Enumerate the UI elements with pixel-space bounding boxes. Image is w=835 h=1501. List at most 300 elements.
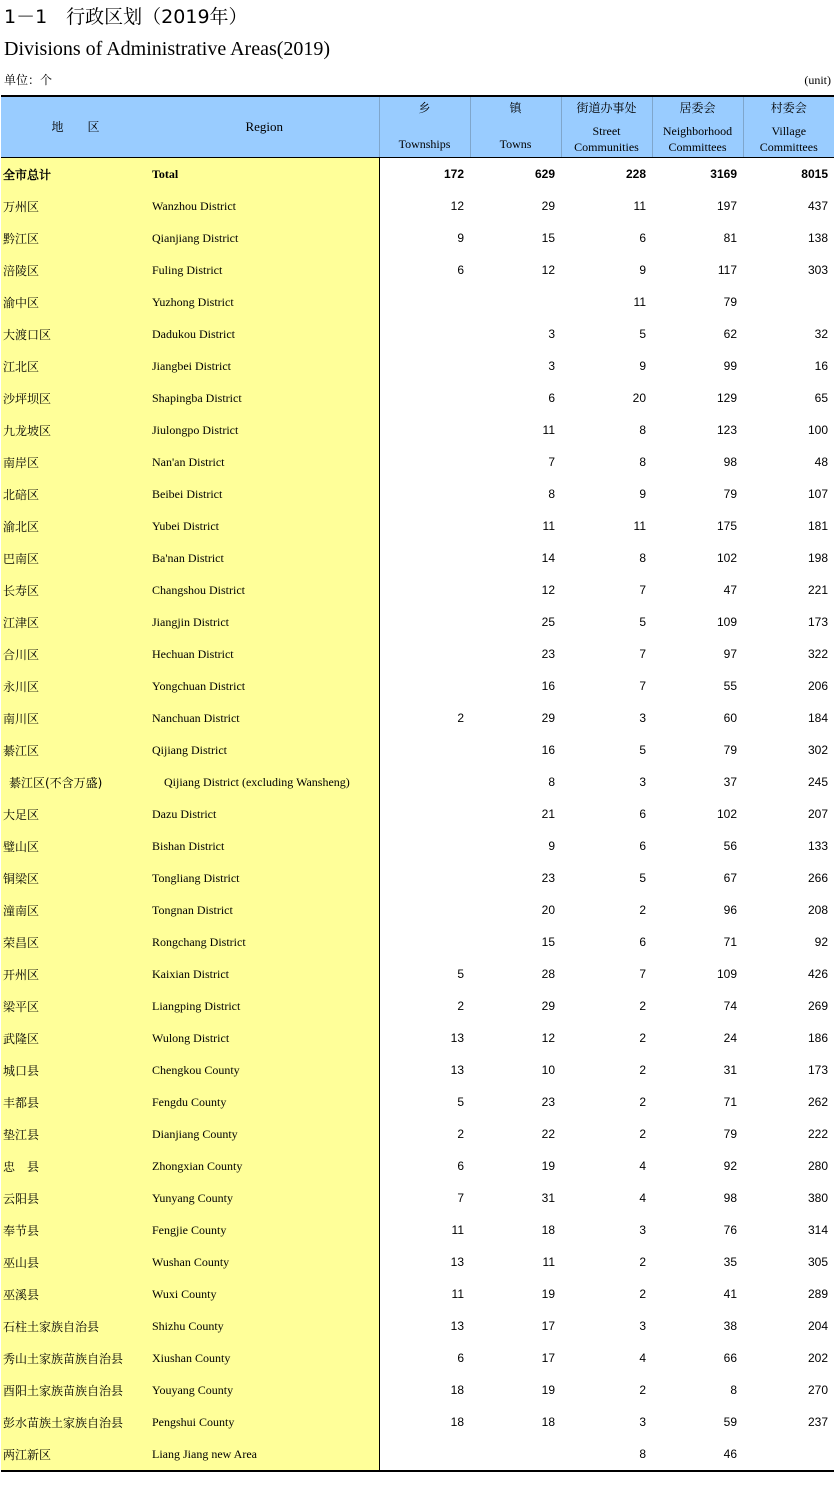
cell-neigh: 79 bbox=[723, 743, 737, 757]
cell-towns: 12 bbox=[541, 263, 555, 277]
region-name-cn: 綦江区(不含万盛) bbox=[1, 766, 150, 798]
cell-towns: 19 bbox=[541, 1287, 555, 1301]
cell-towns: 10 bbox=[541, 1063, 555, 1077]
cell-village: 16 bbox=[814, 359, 828, 373]
cell-towns: 29 bbox=[541, 999, 555, 1013]
region-name-cn: 全市总计 bbox=[1, 158, 150, 191]
cell-village: 262 bbox=[807, 1095, 828, 1109]
cell-village bbox=[743, 286, 834, 318]
cell-village: 269 bbox=[807, 999, 828, 1013]
cell-townships: 6 bbox=[379, 1342, 470, 1374]
cell-village: 8015 bbox=[801, 167, 828, 181]
cell-townships: 13 bbox=[379, 1310, 470, 1342]
cell-towns: 28 bbox=[541, 967, 555, 981]
cell-street: 4 bbox=[639, 1191, 646, 1205]
table-row bbox=[1, 1246, 834, 1278]
cell-towns: 31 bbox=[541, 1191, 555, 1205]
table-row bbox=[1, 286, 834, 318]
region-name-cn: 酉阳土家族苗族自治县 bbox=[1, 1374, 150, 1406]
table-row bbox=[1, 606, 834, 638]
cell-street: 4 bbox=[639, 1159, 646, 1173]
cell-village: 207 bbox=[807, 807, 828, 821]
region-name-cn: 彭水苗族土家族自治县 bbox=[1, 1406, 150, 1438]
cell-street: 11 bbox=[633, 295, 646, 309]
cell-street: 2 bbox=[639, 1383, 646, 1397]
cell-towns: 18 bbox=[541, 1223, 555, 1237]
cell-townships: 7 bbox=[379, 1182, 470, 1214]
cell-neigh: 129 bbox=[716, 391, 737, 405]
table-row bbox=[1, 318, 834, 350]
cell-townships: 6 bbox=[379, 254, 470, 286]
cell-street: 3 bbox=[639, 1319, 646, 1333]
cell-neigh: 66 bbox=[723, 1351, 737, 1365]
cell-neigh: 175 bbox=[716, 519, 737, 533]
header-neighborhood-cn: 居委会 bbox=[679, 101, 716, 115]
region-name-cn: 沙坪坝区 bbox=[1, 382, 150, 414]
header-townships-en: Townships bbox=[398, 137, 451, 151]
header-region-en-label: Region bbox=[245, 119, 284, 134]
cell-townships bbox=[379, 510, 470, 542]
cell-neigh: 31 bbox=[723, 1063, 737, 1077]
cell-street: 7 bbox=[639, 647, 646, 661]
region-name-cn: 璧山区 bbox=[1, 830, 150, 862]
table-row bbox=[1, 1118, 834, 1150]
cell-neigh: 74 bbox=[723, 999, 737, 1013]
cell-village: 206 bbox=[807, 679, 828, 693]
cell-village: 289 bbox=[807, 1287, 828, 1301]
cell-neigh: 98 bbox=[723, 455, 737, 469]
cell-townships bbox=[379, 670, 470, 702]
cell-neigh: 62 bbox=[723, 327, 737, 341]
cell-village: 314 bbox=[807, 1223, 828, 1237]
cell-village: 208 bbox=[807, 903, 828, 917]
table-row bbox=[1, 542, 834, 574]
cell-village: 305 bbox=[807, 1255, 828, 1269]
cell-neigh: 71 bbox=[723, 1095, 737, 1109]
cell-towns: 16 bbox=[541, 679, 555, 693]
cell-street: 2 bbox=[639, 1287, 646, 1301]
region-name-cn: 长寿区 bbox=[1, 574, 150, 606]
cell-street: 5 bbox=[639, 327, 646, 341]
region-name-cn: 潼南区 bbox=[1, 894, 150, 926]
table-row bbox=[1, 1406, 834, 1438]
region-name-cn: 万州区 bbox=[1, 190, 150, 222]
cell-townships bbox=[379, 478, 470, 510]
header-region-cn bbox=[1, 96, 150, 158]
region-name-cn: 渝北区 bbox=[1, 510, 150, 542]
cell-village: 133 bbox=[807, 839, 828, 853]
cell-neigh: 38 bbox=[723, 1319, 737, 1333]
region-name-cn: 巫山县 bbox=[1, 1246, 150, 1278]
header-street-en-2: Communities bbox=[574, 140, 639, 154]
header-village bbox=[743, 96, 834, 158]
table-row bbox=[1, 222, 834, 254]
region-name-en: Qianjiang District bbox=[150, 222, 379, 254]
table-row bbox=[1, 1278, 834, 1310]
table-row bbox=[1, 1214, 834, 1246]
cell-neigh: 81 bbox=[723, 231, 737, 245]
cell-townships: 12 bbox=[379, 190, 470, 222]
cell-street: 228 bbox=[625, 167, 646, 181]
region-name-en: Wuxi County bbox=[150, 1278, 379, 1310]
table-row bbox=[1, 446, 834, 478]
cell-townships: 5 bbox=[379, 958, 470, 990]
region-name-cn: 綦江区 bbox=[1, 734, 150, 766]
cell-towns: 21 bbox=[541, 807, 555, 821]
cell-townships bbox=[379, 734, 470, 766]
region-name-cn: 开州区 bbox=[1, 958, 150, 990]
cell-street: 5 bbox=[639, 743, 646, 757]
region-name-en: Rongchang District bbox=[150, 926, 379, 958]
cell-townships: 13 bbox=[379, 1246, 470, 1278]
cell-neigh: 8 bbox=[730, 1383, 737, 1397]
region-name-cn: 奉节县 bbox=[1, 1214, 150, 1246]
cell-village: 380 bbox=[807, 1191, 828, 1205]
cell-street: 3 bbox=[639, 711, 646, 725]
cell-townships bbox=[379, 862, 470, 894]
cell-street: 8 bbox=[561, 1438, 652, 1471]
cell-neigh: 109 bbox=[716, 615, 737, 629]
region-name-en: Bishan District bbox=[150, 830, 379, 862]
region-name-cn: 垫江县 bbox=[1, 1118, 150, 1150]
region-name-en: Dazu District bbox=[150, 798, 379, 830]
cell-street: 7 bbox=[639, 679, 646, 693]
cell-townships: 13 bbox=[379, 1054, 470, 1086]
cell-towns: 23 bbox=[541, 647, 555, 661]
cell-street: 2 bbox=[639, 1063, 646, 1077]
table-row bbox=[1, 254, 834, 286]
cell-neigh: 102 bbox=[716, 551, 737, 565]
cell-street: 6 bbox=[639, 839, 646, 853]
cell-neigh: 123 bbox=[716, 423, 737, 437]
cell-townships: 6 bbox=[379, 1150, 470, 1182]
cell-townships bbox=[379, 446, 470, 478]
region-name-en: Xiushan County bbox=[150, 1342, 379, 1374]
cell-village: 107 bbox=[807, 487, 828, 501]
region-name-en: Qijiang District bbox=[150, 734, 379, 766]
cell-village: 181 bbox=[807, 519, 828, 533]
cell-townships: 9 bbox=[379, 222, 470, 254]
cell-townships: 172 bbox=[379, 158, 470, 191]
cell-towns: 12 bbox=[541, 583, 555, 597]
region-name-cn: 九龙坡区 bbox=[1, 414, 150, 446]
table-row bbox=[1, 1150, 834, 1182]
cell-village: 48 bbox=[814, 455, 828, 469]
cell-street: 9 bbox=[639, 487, 646, 501]
cell-neigh: 47 bbox=[723, 583, 737, 597]
region-name-en: Yuzhong District bbox=[150, 286, 379, 318]
region-name-cn: 黔江区 bbox=[1, 222, 150, 254]
cell-village: 204 bbox=[807, 1319, 828, 1333]
table-header bbox=[1, 96, 834, 158]
region-name-en: Youyang County bbox=[150, 1374, 379, 1406]
cell-towns: 11 bbox=[542, 519, 555, 533]
cell-towns: 3 bbox=[548, 359, 555, 373]
cell-neigh: 71 bbox=[723, 935, 737, 949]
table-row bbox=[1, 1182, 834, 1214]
cell-village: 198 bbox=[807, 551, 828, 565]
header-towns bbox=[470, 96, 561, 158]
region-name-en: Nan'an District bbox=[150, 446, 379, 478]
cell-townships: 18 bbox=[379, 1374, 470, 1406]
cell-neigh: 99 bbox=[723, 359, 737, 373]
cell-village: 303 bbox=[807, 263, 828, 277]
cell-towns: 20 bbox=[541, 903, 555, 917]
region-name-en: Yongchuan District bbox=[150, 670, 379, 702]
table-row bbox=[1, 926, 834, 958]
table-row bbox=[1, 1022, 834, 1054]
region-name-en: Dadukou District bbox=[150, 318, 379, 350]
region-name-cn: 大渡口区 bbox=[1, 318, 150, 350]
unit-label-english: (unit) bbox=[804, 73, 831, 87]
region-name-en: Beibei District bbox=[150, 478, 379, 510]
cell-street: 3 bbox=[639, 1415, 646, 1429]
cell-townships: 2 bbox=[379, 990, 470, 1022]
cell-village: 266 bbox=[807, 871, 828, 885]
cell-street: 7 bbox=[639, 583, 646, 597]
cell-village: 426 bbox=[807, 967, 828, 981]
cell-towns: 17 bbox=[541, 1319, 555, 1333]
region-name-en: Liangping District bbox=[150, 990, 379, 1022]
region-name-en: Dianjiang County bbox=[150, 1118, 379, 1150]
cell-neigh: 67 bbox=[723, 871, 737, 885]
table-row bbox=[1, 382, 834, 414]
cell-village: 222 bbox=[807, 1127, 828, 1141]
region-name-en: Chengkou County bbox=[150, 1054, 379, 1086]
region-name-cn: 北碚区 bbox=[1, 478, 150, 510]
cell-village: 280 bbox=[807, 1159, 828, 1173]
cell-towns: 25 bbox=[541, 615, 555, 629]
cell-street: 9 bbox=[639, 263, 646, 277]
region-name-en: Hechuan District bbox=[150, 638, 379, 670]
region-name-cn: 巫溪县 bbox=[1, 1278, 150, 1310]
header-street-en-1: Street bbox=[592, 124, 621, 138]
header-village-cn: 村委会 bbox=[770, 101, 807, 115]
cell-townships bbox=[379, 766, 470, 798]
cell-neigh: 79 bbox=[723, 295, 737, 309]
cell-village: 245 bbox=[807, 775, 828, 789]
region-name-cn: 武隆区 bbox=[1, 1022, 150, 1054]
region-name-cn: 石柱土家族自治县 bbox=[1, 1310, 150, 1342]
header-towns-cn: 镇 bbox=[509, 101, 522, 115]
cell-neigh: 98 bbox=[723, 1191, 737, 1205]
cell-townships bbox=[379, 350, 470, 382]
table-row bbox=[1, 574, 834, 606]
unit-label-chinese: 单位：个 bbox=[4, 73, 53, 87]
cell-towns: 17 bbox=[541, 1351, 555, 1365]
cell-townships bbox=[379, 798, 470, 830]
cell-street: 9 bbox=[639, 359, 646, 373]
region-name-cn: 两江新区 bbox=[1, 1438, 150, 1471]
cell-street: 2 bbox=[639, 903, 646, 917]
table-row bbox=[1, 958, 834, 990]
cell-towns: 629 bbox=[534, 167, 555, 181]
header-neighborhood-en-2: Committees bbox=[668, 140, 727, 154]
cell-townships bbox=[379, 830, 470, 862]
cell-towns: 19 bbox=[541, 1159, 555, 1173]
table-row bbox=[1, 510, 834, 542]
region-name-en: Fuling District bbox=[150, 254, 379, 286]
cell-neigh: 197 bbox=[716, 199, 737, 213]
cell-street: 2 bbox=[639, 1095, 646, 1109]
header-townships-cn: 乡 bbox=[418, 101, 431, 115]
region-name-en: Liang Jiang new Area bbox=[150, 1438, 379, 1471]
table-row bbox=[1, 1374, 834, 1406]
cell-village bbox=[743, 1438, 834, 1471]
cell-townships: 11 bbox=[379, 1214, 470, 1246]
cell-townships bbox=[379, 894, 470, 926]
table-row bbox=[1, 190, 834, 222]
cell-street: 2 bbox=[639, 1127, 646, 1141]
cell-towns: 9 bbox=[548, 839, 555, 853]
region-name-en: Wanzhou District bbox=[150, 190, 379, 222]
cell-village: 100 bbox=[807, 423, 828, 437]
cell-townships bbox=[379, 638, 470, 670]
cell-neigh: 41 bbox=[723, 1287, 737, 1301]
cell-townships bbox=[379, 926, 470, 958]
region-name-cn: 涪陵区 bbox=[1, 254, 150, 286]
region-name-cn: 永川区 bbox=[1, 670, 150, 702]
cell-street: 2 bbox=[639, 1031, 646, 1045]
region-name-en: Nanchuan District bbox=[150, 702, 379, 734]
region-name-cn: 合川区 bbox=[1, 638, 150, 670]
cell-neigh: 35 bbox=[723, 1255, 737, 1269]
cell-street: 20 bbox=[632, 391, 646, 405]
cell-towns: 23 bbox=[541, 1095, 555, 1109]
cell-village: 184 bbox=[807, 711, 828, 725]
cell-townships bbox=[379, 542, 470, 574]
region-name-en: Wulong District bbox=[150, 1022, 379, 1054]
cell-street: 8 bbox=[639, 423, 646, 437]
cell-townships bbox=[379, 382, 470, 414]
cell-neigh: 79 bbox=[723, 487, 737, 501]
cell-towns: 6 bbox=[548, 391, 555, 405]
cell-towns: 29 bbox=[541, 199, 555, 213]
region-name-en: Shapingba District bbox=[150, 382, 379, 414]
region-name-en: Changshou District bbox=[150, 574, 379, 606]
region-name-cn: 江北区 bbox=[1, 350, 150, 382]
cell-street: 3 bbox=[639, 1223, 646, 1237]
cell-street: 5 bbox=[639, 871, 646, 885]
cell-towns: 3 bbox=[548, 327, 555, 341]
cell-street: 3 bbox=[639, 775, 646, 789]
cell-neigh: 79 bbox=[723, 1127, 737, 1141]
table-row bbox=[1, 734, 834, 766]
header-village-en-1: Village bbox=[771, 124, 807, 138]
cell-towns bbox=[470, 286, 561, 318]
table-row bbox=[1, 702, 834, 734]
region-name-en: Total bbox=[150, 158, 379, 191]
header-townships bbox=[379, 96, 470, 158]
region-name-en: Tongnan District bbox=[150, 894, 379, 926]
cell-neigh: 76 bbox=[723, 1223, 737, 1237]
table-row bbox=[1, 638, 834, 670]
cell-neigh: 3169 bbox=[710, 167, 737, 181]
table-row bbox=[1, 670, 834, 702]
cell-village: 322 bbox=[807, 647, 828, 661]
cell-townships bbox=[379, 606, 470, 638]
cell-street: 2 bbox=[639, 1255, 646, 1269]
cell-street: 7 bbox=[639, 967, 646, 981]
cell-towns: 11 bbox=[542, 1255, 555, 1269]
cell-village: 138 bbox=[807, 231, 828, 245]
cell-townships bbox=[379, 574, 470, 606]
cell-street: 2 bbox=[639, 999, 646, 1013]
region-name-en: Ba'nan District bbox=[150, 542, 379, 574]
cell-neigh: 117 bbox=[717, 263, 737, 277]
cell-street: 8 bbox=[639, 455, 646, 469]
cell-neigh: 37 bbox=[723, 775, 737, 789]
table-row bbox=[1, 798, 834, 830]
table-row bbox=[1, 990, 834, 1022]
region-name-cn: 铜梁区 bbox=[1, 862, 150, 894]
cell-street: 11 bbox=[633, 199, 646, 213]
region-name-cn: 荣昌区 bbox=[1, 926, 150, 958]
cell-townships bbox=[379, 318, 470, 350]
table-row-total bbox=[1, 158, 834, 191]
cell-towns: 19 bbox=[541, 1383, 555, 1397]
region-name-en: Zhongxian County bbox=[150, 1150, 379, 1182]
page-title-english: Divisions of Administrative Areas(2019) bbox=[4, 38, 331, 60]
cell-townships: 2 bbox=[379, 1118, 470, 1150]
region-name-cn: 云阳县 bbox=[1, 1182, 150, 1214]
cell-towns: 7 bbox=[548, 455, 555, 469]
cell-street: 8 bbox=[639, 551, 646, 565]
cell-neigh: 60 bbox=[723, 711, 737, 725]
table-row bbox=[1, 766, 834, 798]
page-title-chinese: 1－1 行政区划（2019年） bbox=[4, 6, 248, 28]
cell-village: 437 bbox=[807, 199, 828, 213]
region-name-cn: 梁平区 bbox=[1, 990, 150, 1022]
cell-street: 6 bbox=[639, 935, 646, 949]
cell-neigh: 46 bbox=[652, 1438, 743, 1471]
cell-village: 32 bbox=[814, 327, 828, 341]
region-name-cn: 巴南区 bbox=[1, 542, 150, 574]
cell-towns: 8 bbox=[548, 775, 555, 789]
region-name-cn: 江津区 bbox=[1, 606, 150, 638]
cell-towns: 16 bbox=[541, 743, 555, 757]
region-name-en: Yunyang County bbox=[150, 1182, 379, 1214]
region-name-cn: 渝中区 bbox=[1, 286, 150, 318]
table-row bbox=[1, 894, 834, 926]
divisions-table bbox=[1, 95, 834, 1472]
cell-village: 221 bbox=[807, 583, 828, 597]
region-name-cn: 南岸区 bbox=[1, 446, 150, 478]
cell-neigh: 109 bbox=[716, 967, 737, 981]
region-name-en: Jiangjin District bbox=[150, 606, 379, 638]
cell-towns: 23 bbox=[541, 871, 555, 885]
cell-townships bbox=[379, 414, 470, 446]
cell-towns: 15 bbox=[541, 935, 555, 949]
cell-street: 6 bbox=[639, 231, 646, 245]
region-name-cn: 丰都县 bbox=[1, 1086, 150, 1118]
region-name-en: Yubei District bbox=[150, 510, 379, 542]
header-village-en-2: Committees bbox=[759, 140, 818, 154]
cell-towns: 18 bbox=[541, 1415, 555, 1429]
region-name-cn: 忠 县 bbox=[1, 1150, 150, 1182]
cell-neigh: 102 bbox=[716, 807, 737, 821]
cell-street: 4 bbox=[639, 1351, 646, 1365]
table-row bbox=[1, 1438, 834, 1471]
cell-village: 270 bbox=[807, 1383, 828, 1397]
cell-townships: 5 bbox=[379, 1086, 470, 1118]
table-row bbox=[1, 478, 834, 510]
cell-towns: 22 bbox=[541, 1127, 555, 1141]
cell-village: 202 bbox=[807, 1351, 828, 1365]
region-name-en: Fengdu County bbox=[150, 1086, 379, 1118]
region-name-cn: 秀山土家族苗族自治县 bbox=[1, 1342, 150, 1374]
region-name-en: Tongliang District bbox=[150, 862, 379, 894]
